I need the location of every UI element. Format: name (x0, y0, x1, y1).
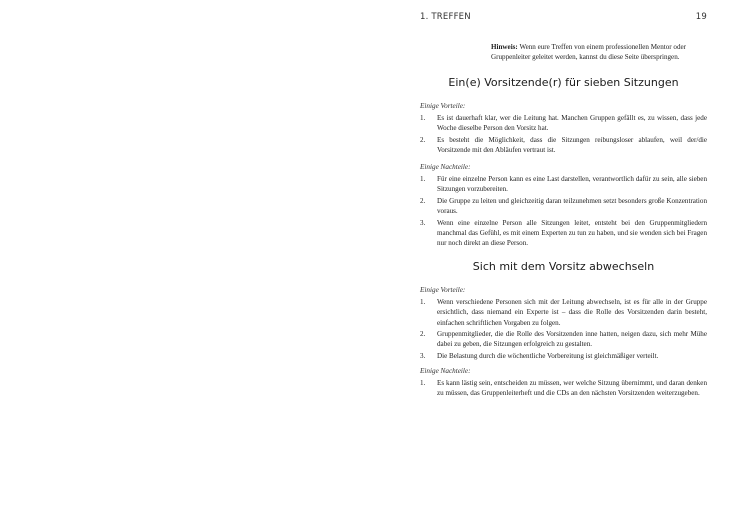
note-label: Hinweis: (491, 43, 518, 51)
item-number: 1. (420, 379, 426, 387)
item-text: Es kann lästig sein, entscheiden zu müssen, wer welche Sitzung übernimmt, und daran denken zu müssen, das Gruppenleiterheft und die CDs an den nächsten Vorsitzenden weiterzugeben. (437, 379, 707, 398)
item-number: 3. (420, 352, 426, 361)
item-number: 2. (420, 135, 426, 144)
item-number: 2. (420, 196, 426, 205)
item-text: Die Belastung durch die wöchentliche Vorbereitung ist gleichmäßiger verteilt. (437, 352, 659, 361)
item-number: 3. (420, 218, 426, 227)
section-title-rotating-chair: Sich mit dem Vorsitz abwechseln (472, 260, 655, 273)
chapter-heading: 1. TREFFEN (420, 12, 471, 22)
list-item (420, 297, 707, 328)
advantages-list (420, 113, 707, 157)
advantages-label: Einige Vorteile: (420, 286, 466, 294)
book-page (420, 0, 707, 530)
note-paragraph (491, 42, 707, 62)
list-item (420, 174, 707, 195)
section-title-single-chair: Ein(e) Vorsitzende(r) für sieben Sitzungen (448, 76, 679, 89)
list-item (420, 113, 707, 134)
item-text: Wenn verschiedene Personen sich mit der Leitung abwechseln, ist es für alle in der Gruppe ersichtlich, dass niemand ein Experte ist – dass die Rolle des Vorsitzenden darin besteht, einfachen schriftlichen Vorgaben zu folgen. (437, 298, 707, 327)
item-text: Es besteht die Möglichkeit, dass die Sitzungen reibungsloser ablaufen, weil der/die Vorsitzende mit den Abläufen vertraut ist. (437, 135, 707, 155)
item-number: 1. (420, 298, 426, 306)
disadvantages-label: Einige Nachteile: (420, 367, 471, 375)
item-number: 1. (420, 175, 426, 183)
page-number: 19 (695, 12, 707, 22)
list-item (420, 196, 707, 217)
list-item (420, 351, 707, 361)
list-item (420, 329, 707, 350)
item-number: 2. (420, 330, 426, 339)
item-text: Die Gruppe zu leiten und gleichzeitig daran teilzunehmen setzt besonders große Konzentration voraus. (437, 196, 707, 216)
item-text: Es ist dauerhaft klar, wer die Leitung hat. Manchen Gruppen gefällt es, zu wissen, dass jede Woche dieselbe Person den Vorsitz hat. (437, 114, 707, 133)
disadvantages-list (420, 174, 707, 250)
note-text: Wenn eure Treffen von einem professionellen Mentor oder Gruppenleiter geleitet werden, kannst du diese Seite überspringen. (491, 43, 687, 61)
advantages-label: Einige Vorteile: (420, 102, 466, 110)
list-item (420, 218, 707, 249)
list-item (420, 135, 707, 156)
item-text: Gruppenmitglieder, die die Rolle des Vorsitzenden inne hatten, neigen dazu, sich mehr Mühe dabei zu geben, die Sitzungen erfolgreich zu gestalten. (437, 330, 707, 349)
disadvantages-list (420, 378, 707, 400)
item-text: Wenn eine einzelne Person alle Sitzungen leitet, entsteht bei den Gruppenmitgliedern manchmal das Gefühl, es mit einem Experten zu tun zu haben, und sie wenden sich bei Fragen nur noch direkt an diese Person. (437, 218, 707, 248)
disadvantages-label: Einige Nachteile: (420, 163, 471, 171)
advantages-list (420, 297, 707, 363)
item-number: 1. (420, 114, 426, 122)
item-text: Für eine einzelne Person kann es eine Last darstellen, verantwortlich dafür zu sein, alle sieben Sitzungen vorzubereiten. (437, 175, 707, 194)
list-item (420, 378, 707, 399)
